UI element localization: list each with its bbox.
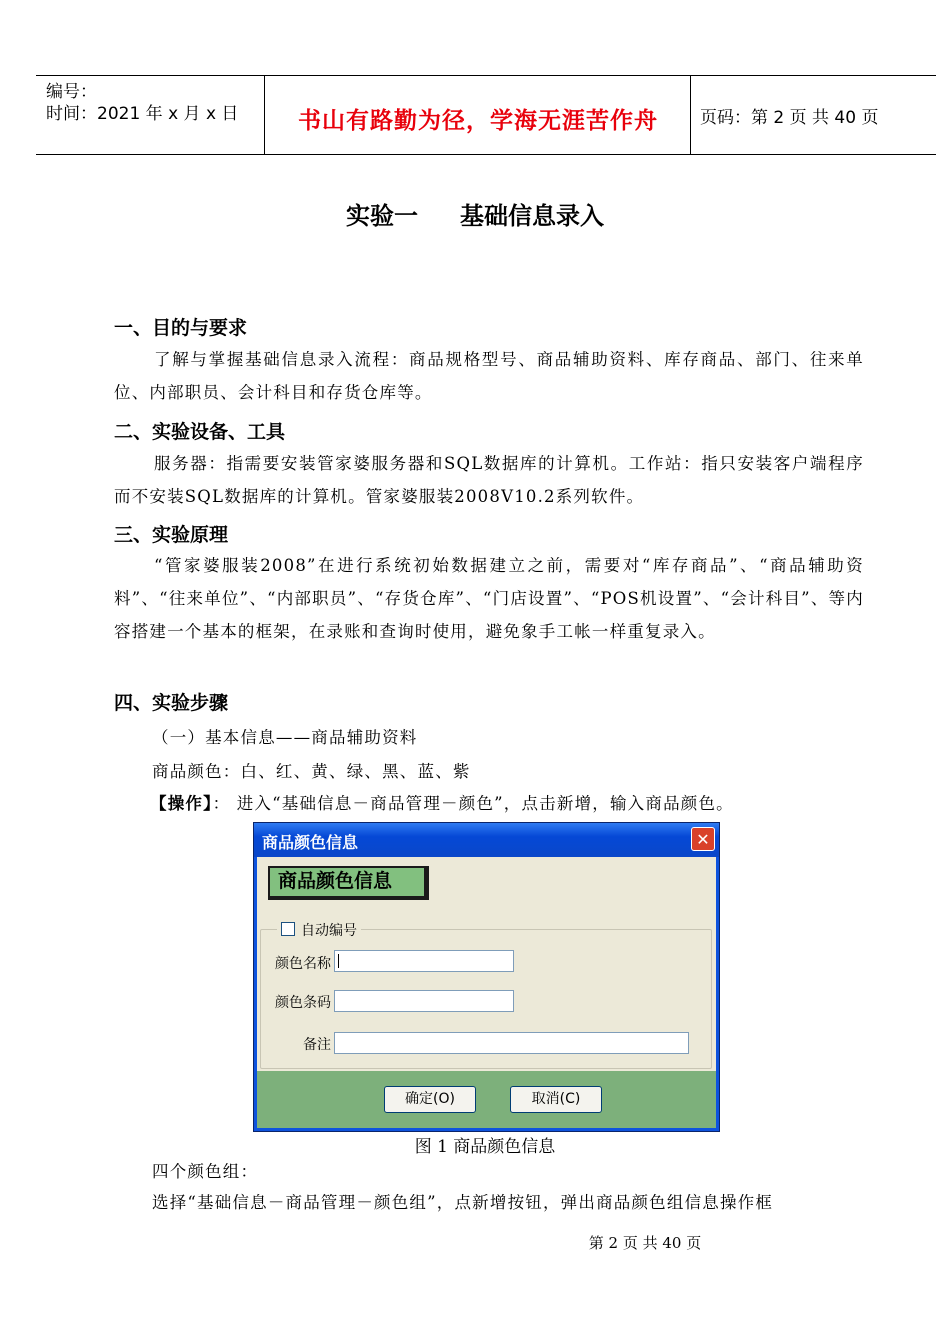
paragraph-line: 选择“基础信息－商品管理－颜色组”，点新增按钮，弹出商品颜色组信息操作框 bbox=[152, 1193, 774, 1212]
doc-title-part-a: 实验一 bbox=[346, 202, 418, 230]
dialog-titlebar bbox=[254, 823, 719, 857]
paragraph-line: 四个颜色组： bbox=[152, 1162, 259, 1181]
page-footer: 第 2 页 共 40 页 bbox=[588, 1234, 702, 1252]
header-divider bbox=[690, 75, 691, 154]
header-motto: 书山有路勤为径，学海无涯苦作舟 bbox=[298, 108, 658, 134]
header-time: 时间：2021 年 x 月 x 日 bbox=[46, 104, 239, 124]
ok-button[interactable]: 确定(O) bbox=[384, 1086, 476, 1113]
section-heading: 二、实验设备、工具 bbox=[114, 421, 286, 443]
cancel-button[interactable]: 取消(C) bbox=[510, 1086, 602, 1113]
doc-title-part-b: 基础信息录入 bbox=[460, 202, 604, 230]
section-paragraph: “管家婆服装2008”在进行系统初始数据建立之前，需要对“库存商品”、“商品辅助资料”、“往来单位”、“内部职员”、“存货仓库”、“门店设置”、“POS机设置”、“会计科目”、等内容搭建一个基本的框架，在录账和查询时使用，避免象手工帐一样重复录入。 bbox=[114, 556, 864, 641]
color-code-input[interactable] bbox=[334, 990, 514, 1012]
dialog-banner: 商品颜色信息 bbox=[268, 866, 429, 900]
dialog-body bbox=[257, 857, 716, 1071]
header-number: 编号： bbox=[46, 82, 97, 102]
step-line: （一）基本信息——商品辅助资料 bbox=[152, 728, 418, 747]
figure-caption: 图 1 商品颜色信息 bbox=[414, 1137, 556, 1157]
auto-number-checkbox[interactable] bbox=[277, 920, 361, 940]
auto-number-label: 自动编号 bbox=[301, 923, 357, 939]
header-page: 页码：第 2 页 共 40 页 bbox=[700, 108, 879, 128]
remark-label: 备注 bbox=[303, 1037, 331, 1053]
header-divider bbox=[264, 75, 265, 154]
close-icon[interactable]: ✕ bbox=[691, 827, 715, 851]
colors-line: 商品颜色：白、红、黄、绿、黑、蓝、紫 bbox=[152, 762, 471, 781]
header-top-rule bbox=[36, 75, 936, 76]
section-heading: 三、实验原理 bbox=[114, 524, 229, 546]
color-name-label: 颜色名称 bbox=[275, 956, 331, 972]
dialog-title: 商品颜色信息 bbox=[262, 833, 359, 852]
header-bottom-rule bbox=[36, 154, 936, 155]
doc-title bbox=[0, 196, 950, 231]
section-paragraph: 服务器：指需要安装管家婆服务器和SQL数据库的计算机。工作站：指只安装客户端程序而不安装SQL数据库的计算机。管家婆服装2008V10.2系列软件。 bbox=[114, 454, 864, 506]
color-name-input[interactable] bbox=[334, 950, 514, 972]
operation-text: ： 进入“基础信息－商品管理－颜色”，点击新增，输入商品颜色。 bbox=[212, 794, 734, 813]
operation-line bbox=[150, 790, 734, 814]
color-info-dialog bbox=[253, 822, 720, 1132]
remark-input[interactable] bbox=[334, 1032, 689, 1054]
section-heading: 一、目的与要求 bbox=[114, 317, 248, 339]
color-code-label: 颜色条码 bbox=[275, 995, 331, 1011]
dialog-footer bbox=[257, 1071, 716, 1128]
checkbox-icon[interactable] bbox=[281, 922, 295, 936]
operation-label: 【操作】 bbox=[150, 794, 213, 813]
section-paragraph: 了解与掌握基础信息录入流程：商品规格型号、商品辅助资料、库存商品、部门、往来单位、内部职员、会计科目和存货仓库等。 bbox=[114, 350, 864, 402]
text-caret bbox=[338, 954, 339, 968]
section-heading: 四、实验步骤 bbox=[114, 692, 229, 714]
